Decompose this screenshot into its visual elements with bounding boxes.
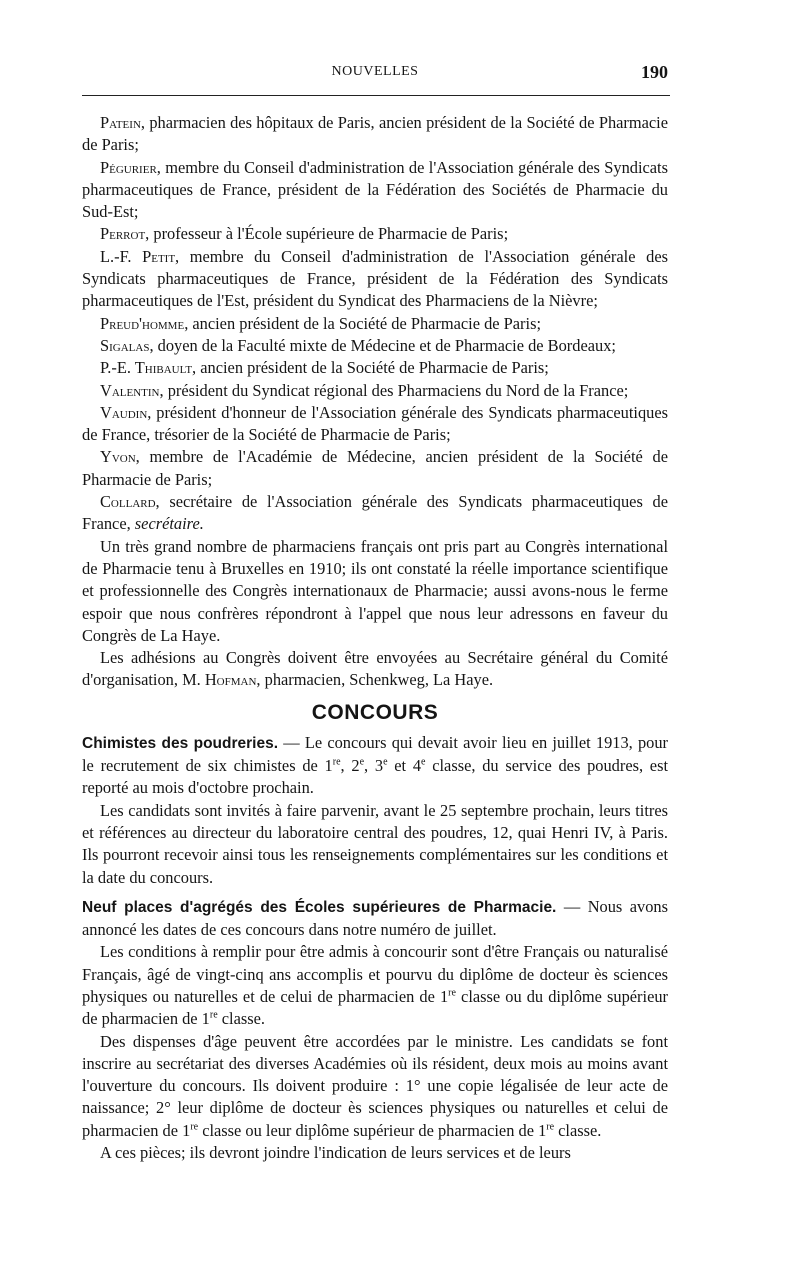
member-description: , membre du Conseil d'administration de l'Association générale des Syndicats pharmaceutiques de France, président de la Fédération des Syndicats pharmaceutiques de l'Est, président du Syndicat des Pharmaciens de la Nièvre; [82,246,668,311]
member-entry [82,313,668,335]
member-name: Vaudin [100,402,148,422]
secretary-name: Hofman [204,670,257,690]
member-name: Sigalas [100,335,150,355]
chimistes-text: , 3 [364,756,384,776]
member-name: Perrot [100,224,146,244]
running-title: NOUVELLES [331,64,419,79]
member-entry [82,491,668,536]
conditions-paragraph [82,941,668,1030]
agreges-text: — Nous avons annoncé les dates de ces concours dans notre numéro de juillet. [82,896,669,940]
member-entry [82,446,668,491]
member-role: secrétaire. [134,514,204,534]
adhesions-text-end: , pharmacien, Schenkweg, La Haye. [256,670,494,690]
page-body [82,112,668,1164]
member-description: , professeur à l'École supérieure de Pharmacie de Paris; [145,224,509,244]
adhesions-text: Les adhésions au Congrès doivent être envoyées au Secrétaire général du Comité d'organisation, M. [82,648,668,690]
conditions-text: classe. [217,1009,266,1029]
page-header [82,62,668,88]
ordinal-suffix: re [209,1009,218,1021]
member-description: , président du Syndicat régional des Pharmaciens du Nord de la France; [159,380,629,400]
chimistes-paragraph [82,732,668,800]
dispenses-paragraph [82,1031,668,1142]
member-name: P.-E. Thibault [100,358,193,378]
member-entry [82,357,668,379]
member-description: , ancien président de la Société de Pharmacie de Paris; [192,358,549,378]
member-name: Yvon [100,447,136,467]
chimistes-text: — Le concours qui devait avoir lieu en juillet 1913, pour le recrutement de six chimistes de 1 [82,732,668,776]
conditions-text: Les conditions à remplir pour être admis à concourir sont d'être Français ou naturalisé Français, âgé de vingt-cinq ans accomplis et pourvu du diplôme de docteur ès sciences physiques ou naturelles et de celui de pharmacien de 1 [82,942,668,1006]
member-description: , membre du Conseil d'administration de l'Association générale des Syndicats pharmaceutiques de France, président de la Fédération des Sociétés de Pharmacie du Sud-Est; [82,157,668,222]
section-title-concours: CONCOURS [311,700,439,724]
ordinal-suffix: e [359,756,365,768]
ordinal-suffix: re [332,756,341,768]
member-description: , doyen de la Faculté mixte de Médecine et de Pharmacie de Bordeaux; [149,335,616,355]
agreges-paragraph [82,896,668,942]
ordinal-suffix: e [421,756,426,768]
ordinal-suffix: re [448,987,456,999]
member-entry [82,223,668,245]
member-entry [82,246,668,313]
member-name: Valentin [100,380,160,400]
page-number: 190 [641,62,668,82]
member-name: Pégurier [100,157,157,177]
dispenses-text: classe. [554,1120,602,1140]
spacer [82,889,668,896]
ordinal-suffix: re [546,1121,555,1133]
member-description: , ancien président de la Société de Pharmacie de Paris; [184,313,542,333]
chimistes-text: classe, du service des poudres, est reporté au mois d'octobre prochain. [82,756,669,798]
member-name: L.-F. Petit [100,246,176,266]
member-description: , pharmacien des hôpitaux de Paris, ancien président de la Société de Pharmacie de Paris; [82,113,668,155]
ordinal-suffix: e [383,756,388,768]
chimistes-text: et 4 [387,756,422,776]
chimistes-details: Les candidats sont invités à faire parvenir, avant le 25 septembre prochain, leurs titres et références au directeur du laboratoire central des poudres, 12, quai Henri IV, à Paris. Ils pourront recevoir ainsi tous les renseignements complémentaires sur les conditions et la date du concours. [82,800,668,887]
pieces-paragraph: A ces pièces; ils devront joindre l'indication de leurs services et de leurs [100,1143,571,1163]
member-entry [82,402,668,447]
dispenses-text: Des dispenses d'âge peuvent être accordées par le ministre. Les candidats se font inscrire au secrétariat des diverses Académies où ils résident, deux mois au moins avant l'ouverture du concours. Ils doivent produire : 1° une copie légalisée de leur acte de naissance; 2° leur diplôme de docteur ès sciences physiques ou naturelles et celui de pharmacien de 1 [82,1031,668,1140]
conditions-text: classe ou du diplôme supérieur de pharmacien de 1 [82,986,668,1029]
member-entry [82,112,668,157]
chimistes-heading: Chimistes des poudreries. [82,734,279,752]
member-description: , président d'honneur de l'Association générale des Syndicats pharmaceutiques de France, trésorier de la Société de Pharmacie de Paris; [82,402,668,445]
member-description: , secrétaire de l'Association générale des Syndicats pharmaceutiques de France, [82,492,668,534]
member-list [82,112,668,536]
ordinal-suffix: re [190,1121,199,1133]
header-rule [82,95,670,96]
chimistes-text: , 2 [340,756,360,776]
member-entry [82,380,668,402]
adhesions-paragraph [82,647,668,692]
congress-paragraph: Un très grand nombre de pharmaciens français ont pris part au Congrès international de Pharmacie tenu à Bruxelles en 1910; ils ont constaté la réelle importance scientifique et professionnelle des Congrès internationaux de Pharmacie; aussi avons-nous le ferme espoir que nous confrères répondront à l'appel que nous leur adressons en faveur du Congrès de La Haye. [82,536,668,645]
member-description: , membre de l'Académie de Médecine, ancien président de la Société de Pharmacie de Paris; [82,447,668,489]
member-name: Patein [100,113,141,132]
agreges-heading: Neuf places d'agrégés des Écoles supérieures de Pharmacie. [82,898,557,916]
member-entry [82,157,668,224]
member-name: Preud'homme [100,313,185,333]
member-name: Collard [100,492,156,512]
dispenses-text: classe ou leur diplôme supérieur de pharmacien de 1 [198,1120,547,1140]
member-entry [82,335,668,357]
